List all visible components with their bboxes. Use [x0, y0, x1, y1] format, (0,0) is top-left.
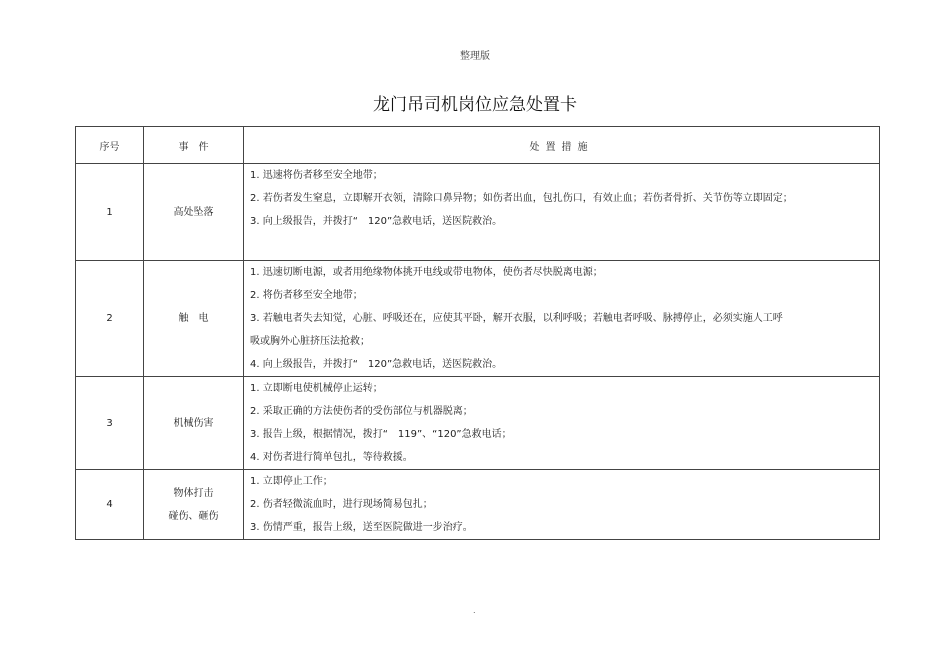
measure-line: 3. 若触电者失去知觉，心脏、呼吸还在，应使其平卧，解开衣服，以利呼吸；若触电者呼吸、脉搏停止，必须实施人工呼	[250, 313, 783, 324]
measure-line: 1. 迅速将伤者移至安全地带；	[250, 170, 383, 181]
row-event	[144, 377, 244, 470]
measure-line: 4. 对伤者进行简单包扎，等待救援。	[250, 452, 413, 463]
event-label: 高处坠落	[173, 206, 214, 218]
measure-line: 2. 采取正确的方法使伤者的受伤部位与机器脱离；	[250, 406, 473, 417]
measure-line: 2. 伤者轻微流血时，进行现场简易包扎；	[250, 499, 433, 510]
header-num: 序号	[76, 127, 144, 164]
table-row	[76, 470, 880, 540]
row-number: 1	[76, 164, 144, 261]
page-title: 龙门吊司机岗位应急处置卡	[373, 95, 577, 115]
header-label: 整理版	[460, 51, 490, 62]
row-number: 3	[76, 377, 144, 470]
event-label: 物体打击	[173, 487, 214, 499]
row-number: 4	[76, 470, 144, 540]
table-row	[76, 261, 880, 377]
measure-line: 1. 迅速切断电源，或者用绝缘物体挑开电线或带电物体，使伤者尽快脱离电源；	[250, 267, 603, 278]
event-label: 触 电	[178, 313, 209, 324]
event-label: 机械伤害	[173, 417, 214, 429]
measure-line: 2. 将伤者移至安全地带；	[250, 290, 363, 301]
row-number: 2	[76, 261, 144, 377]
measure-line: 1. 立即停止工作；	[250, 476, 333, 487]
header-measures: 处置措施	[244, 127, 880, 164]
table-header-row	[76, 127, 880, 164]
row-measures	[244, 377, 880, 470]
event-label: 碰伤、砸伤	[168, 510, 219, 522]
row-event	[144, 470, 244, 540]
measure-line: 3. 向上级报告，并拨打“ 120”急救电话，送医院救治。	[250, 216, 503, 227]
row-measures	[244, 261, 880, 377]
table-row	[76, 164, 880, 261]
measure-line: 3. 报告上级，根据情况，拨打“ 119”、“120”急救电话；	[250, 429, 512, 440]
header-event: 事 件	[144, 127, 244, 164]
measure-line: 3. 伤情严重，报告上级，送至医院做进一步治疗。	[250, 522, 473, 533]
row-event	[144, 261, 244, 377]
emergency-card-table	[75, 126, 880, 540]
measure-line: 2. 若伤者发生窒息，立即解开衣领，清除口鼻异物；如伤者出血，包扎伤口，有效止血；若伤者骨折、关节伤等立即固定；	[250, 193, 793, 204]
measure-line: 1. 立即断电使机械停止运转；	[250, 383, 383, 394]
footer-mark: .	[473, 606, 476, 615]
row-event	[144, 164, 244, 261]
measure-line: 4. 向上级报告，并拨打“ 120”急救电话，送医院救治。	[250, 359, 503, 370]
table-row	[76, 377, 880, 470]
measure-line: 吸或胸外心脏挤压法抢救；	[250, 336, 370, 347]
row-measures	[244, 164, 880, 261]
row-measures	[244, 470, 880, 540]
